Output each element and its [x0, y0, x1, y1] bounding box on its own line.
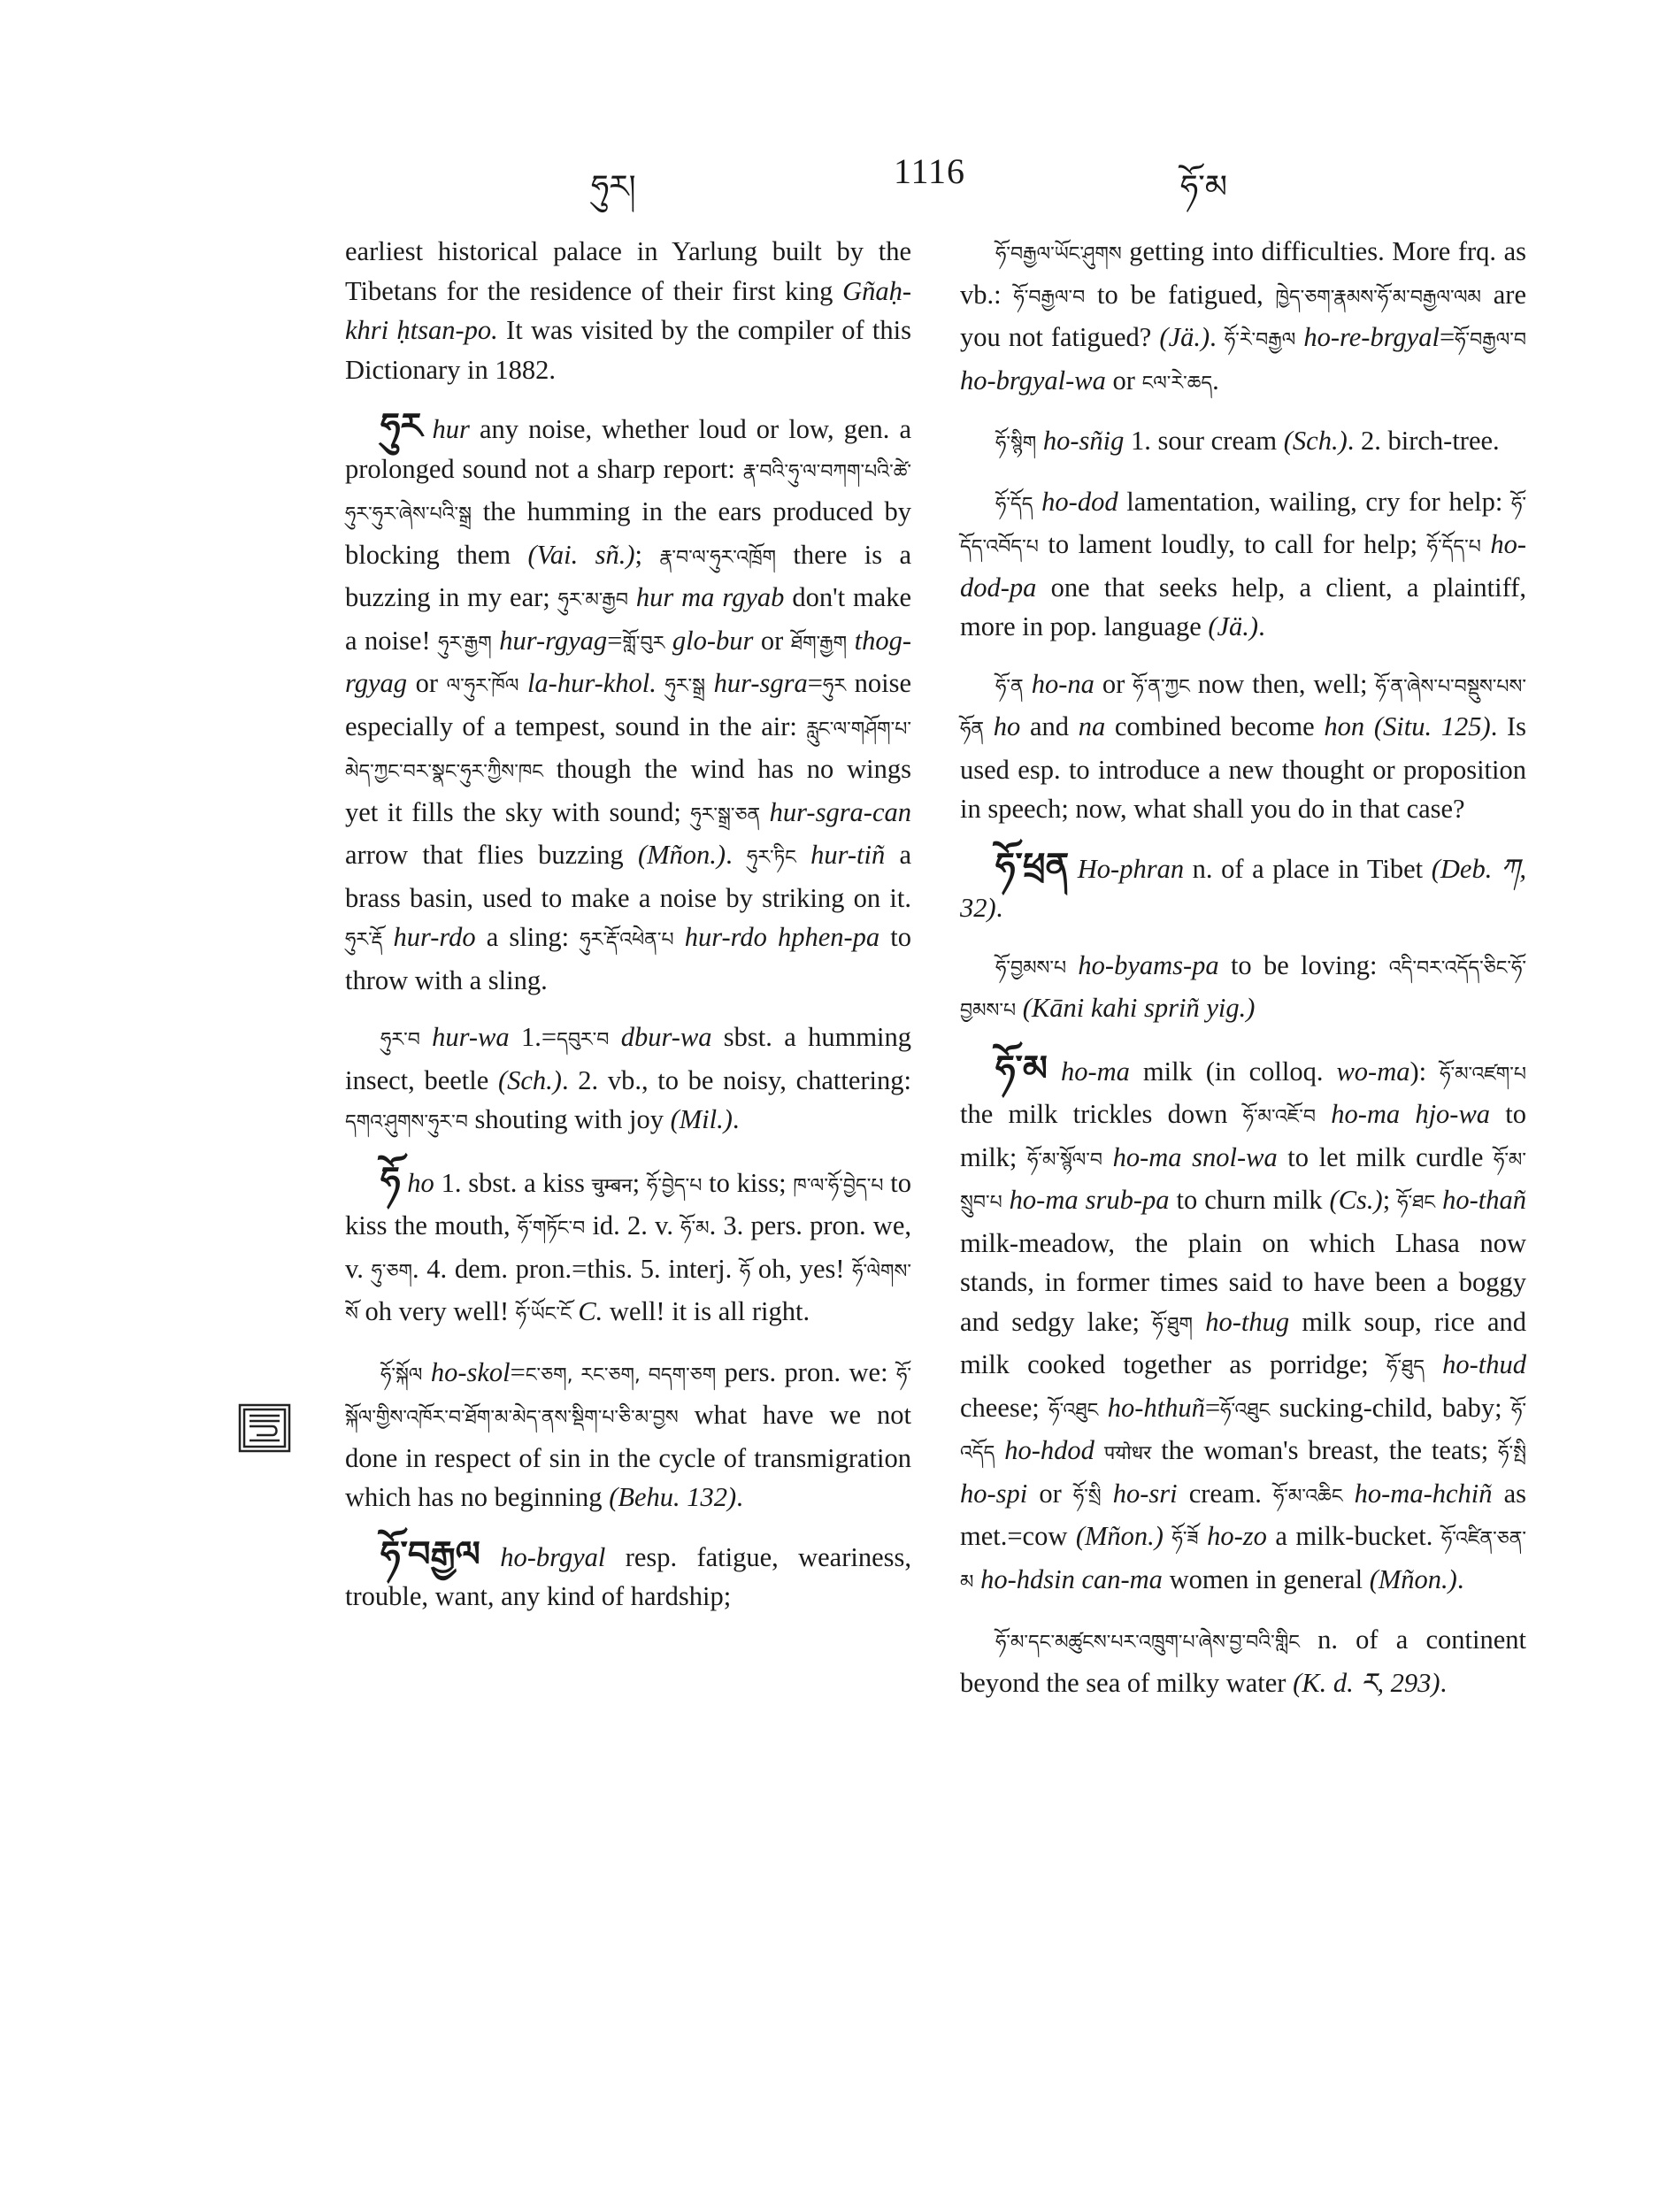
entry-continent: ཧོ་མ་དང་མཚུངས་པར་འཁྲུག་པ་ཞེས་བྱ་བའི་གླིང n. of a continent beyond the sea of milky water (K. d. ར, 293). — [960, 1624, 1526, 1698]
page-number: 1116 — [894, 151, 966, 191]
entry-hur-wa: ཧུར་བ hur-wa 1.=དབུར་བ dbur-wa sbst. a humming insect, beetle (Sch.). 2. vb., to be noisy, chattering: དགའ་ཤུགས་ཧུར་བ shouting with joy (Mil.). — [345, 1022, 912, 1134]
entry-ho-skol: ཧོ་སྐོལ ho-skol=ང་ཅག, རང་ཅག, བདག་ཅག pers. pron. we: ཧོ་སྐོལ་གྱིས་འཁོར་བ་ཐོག་མ་མེད་ནས་སྡིག་པ་ཅི་མ་བྱས what have we not done in respect of sin in the cycle of transmigration which has no beginning (Behu. 132). — [345, 1356, 911, 1512]
entry-hur: ཧུར hur any noise, whether loud or low, gen. a prolonged sound not a sharp report: རྣ་བའི་ཧུ་ལ་བཀག་པའི་ཚེ་ཧུར་ཧུར་ཞེས་པའི་སྒྲ the humming in the ears produced by blocking them (Vai. sñ.); རྣ་བ་ལ་ཧུར་འཁྲོག there is a buzzing in my ear; ཧུར་མ་རྒྱབ hur ma rgyab don't make a noise! ཧུར་རྒྱག hur-rgyag=གློ་བུར glo-bur or ཐོག་རྒྱག thog-rgyag or ལ་ཧུར་ཁོལ la-hur-khol. ཧུར་སྒྲ hur-sgra=ཧུར noise especially of a tempest, sound in the air: རླུང་ལ་གཤོག་པ་མེད་ཀྱང་བར་སྣང་ཧུར་ཀྱིས་ཁང though the wind has no wings yet it fills the sky with sound; ཧུར་སྒྲ་ཅན hur-sgra-can arrow that flies buzzing (Mñon.). ཧུར་ཏིང hur-tiñ a brass basin, used to make a noise by striking on it. ཧུར་རྡོ hur-rdo a sling: ཧུར་རྡོ་འཕེན་པ hur-rdo hphen-pa to throw with a sling. — [345, 406, 912, 995]
entry-ho: ཧོ ho 1. sbst. a kiss चुम्बन; ཧོ་བྱེད་པ to kiss; ཁ་ལ་ཧོ་བྱེད་པ to kiss the mouth, ཧོ་གཏོང་བ id. 2. v. ཧོ་མ. 3. pers. pron. we, v. ཧུ་ཅག. 4. dem. pron.=this. 5. interj. ཧོ oh, yes! ཧོ་ལེགས་སོ oh very well! ཧོ་ཡོང་ངོ C. well! it is all right. — [345, 1159, 911, 1326]
headword: ཧོ་བརྒྱལ — [380, 1533, 480, 1575]
entry-ho-snig: ཧོ་སྙིག ho-sñig 1. sour cream (Sch.). 2. birch-tree. — [995, 426, 1500, 456]
entry-ho-byams-pa: ཧོ་བྱམས་པ ho-byams-pa to be loving: འདི་བར་འདོད་ཅིང་ཧོ་བྱམས་པ (Kāni kahi spriñ yig.) — [960, 949, 1526, 1023]
entry-ho-dod: ཧོ་དོད ho-dod lamentation, wailing, cry for help: ཧོ་དོད་འབོད་པ to lament loudly, to call for help; ཧོ་དོད་པ ho-dod-pa one that seeks help, a client, a plaintiff, more in pop. language (Jä.). — [960, 486, 1527, 641]
headword: ཧོ་ཕྲན — [995, 845, 1070, 887]
header-right-guideword: ཧོ་མ — [1180, 169, 1228, 205]
entry-continuation: earliest historical palace in Yarlung built by the Tibetans for the residence of their first king Gñaḥ-khri ḥtsan-po. It was visited by the compiler of this Dictionary in 1882. — [345, 236, 911, 385]
headword: ཧུར — [380, 406, 423, 447]
entry-ho-phran: ཧོ་ཕྲན Ho-phran n. of a place in Tibet (Deb. ཀ, 32). — [960, 845, 1526, 923]
entry-ho-brgyal-cont: ཧོ་བརྒྱལ་ཡོང་ཤུགས getting into difficulties. More frq. as vb.: ཧོ་བརྒྱལ་བ to be fatigued, ཁྱེད་ཅག་རྣམས་ཧོ་མ་བརྒྱལ་ལམ are you not fatigued? (Jä.). ཧོ་རེ་བརྒྱལ ho-re-brgyal=ཧོ་བརྒྱལ་བ ho-brgyal-wa or ངལ་རེ་ཆད. — [960, 236, 1526, 396]
entry-ho-na: ཧོ་ན ho-na or ཧོ་ན་ཀྱང now then, well; ཧོ་ན་ཞེས་པ་བསྡུས་པས་ཧོན ho and na combined become hon (Situ. 125). Is used esp. to introduce a new thought or proposition in speech; now, what shall you do in that case? — [960, 668, 1527, 824]
right-column — [960, 232, 1526, 1720]
header-left-guideword: ཧུར། — [591, 169, 636, 205]
left-column — [345, 232, 911, 1634]
headword: ཧོ — [380, 1159, 401, 1201]
entry-ho-ma: ཧོ་མ ho-ma milk (in colloq. wo-ma): ཧོ་མ་འཛག་པ the milk trickles down ཧོ་མ་འཇོ་བ ho-ma hjo-wa to milk; ཧོ་མ་སྙོལ་བ ho-ma snol-wa to let milk curdle ཧོ་མ་སྲུབ་པ ho-ma srub-pa to churn milk (Cs.); ཧོ་ཐང ho-thañ milk-meadow, the plain on which Lhasa now stands, in former times said to have been a boggy and sedgy lake; ཧོ་ཐུག ho-thug milk soup, rice and milk cooked together as porridge; ཧོ་ཐུད ho-thud cheese; ཧོ་འཐུང ho-hthuñ=ཧོ་འཐུང sucking-child, baby; ཧོ་འདོད ho-hdod पयोधर the woman's breast, the teats; ཧོ་སྤི ho-spi or ཧོ་སྲི ho-sri cream. ཧོ་མ་འཆིང ho-ma-hchiñ as met.=cow (Mñon.) ཧོ་ཟོ ho-zo a milk-bucket. ཧོ་འཛིན་ཅན་མ ho-hdsin can-ma women in general (Mñon.). — [960, 1048, 1527, 1594]
running-header — [0, 150, 1659, 204]
headword: ཧོ་མ — [995, 1048, 1048, 1089]
letter-ho-icon — [237, 1402, 292, 1455]
entry-ho-brgyal: ཧོ་བརྒྱལ ho-brgyal resp. fatigue, weariness, trouble, want, any kind of hardship; — [345, 1533, 911, 1611]
